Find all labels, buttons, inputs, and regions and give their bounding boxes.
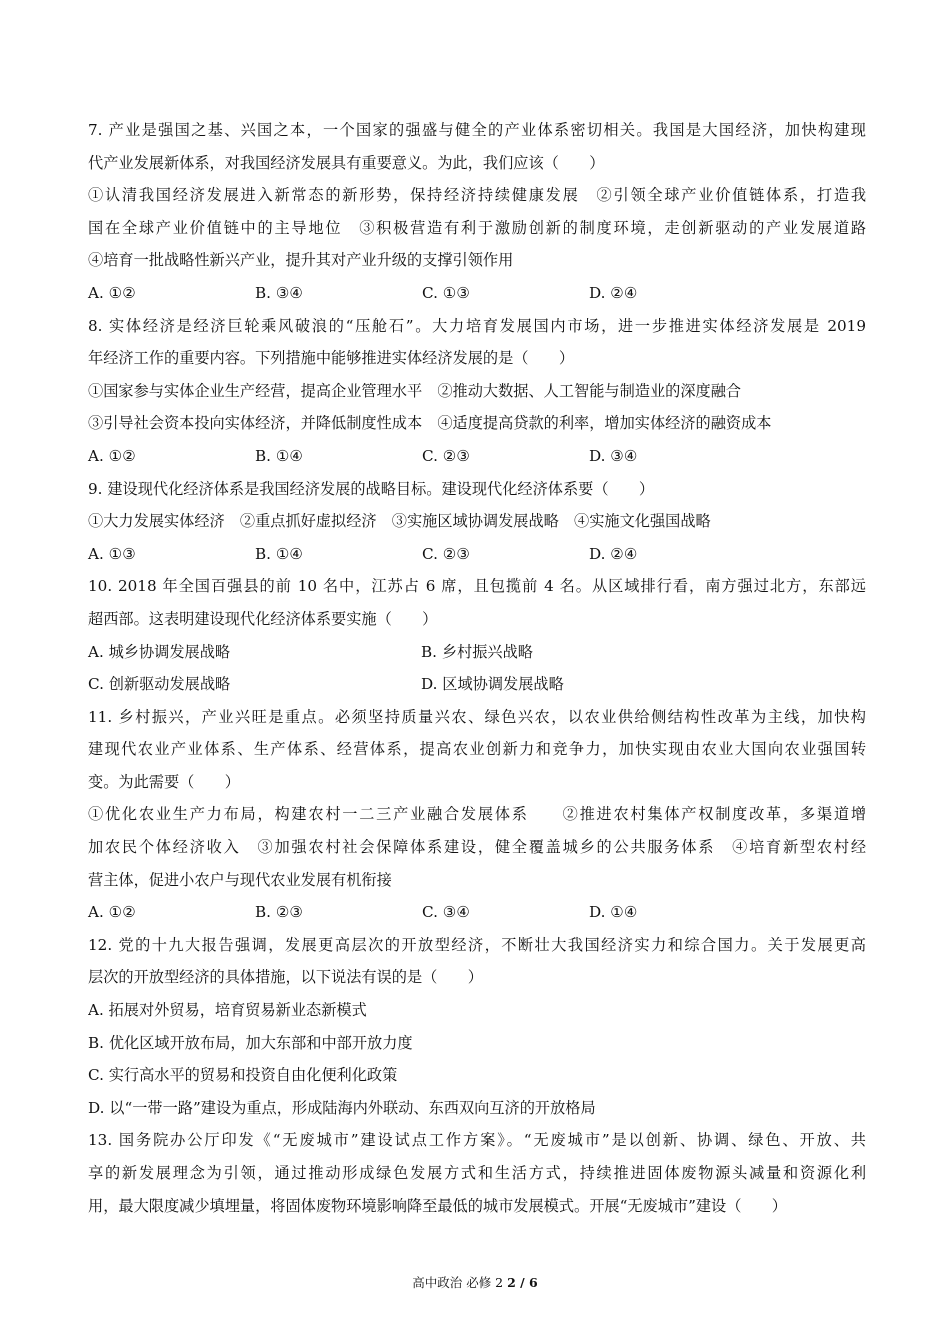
question-line: 13. 国务院办公厅印发《“无废城市”建设试点工作方案》。“无废城市”是以创新、协调、绿色、开放、共 <box>88 1131 866 1150</box>
option-a: A. 城乡协调发展战略 <box>88 642 231 661</box>
question-8 <box>88 310 866 473</box>
answer-options <box>88 440 866 473</box>
answer-options <box>88 538 866 571</box>
option-b: B. ③④ <box>255 283 304 302</box>
option-c: C. 实行高水平的贸易和投资自由化便利化政策 <box>88 1066 398 1085</box>
question-line: 12. 党的十九大报告强调，发展更高层次的开放型经济，不断壮大我国经济实力和综合国力。关于发展更高 <box>88 935 866 954</box>
question-line: 国在全球产业价值链中的主导地位 ③积极营造有利于激励创新的制度环境，走创新驱动的产业发展道路 <box>88 218 866 237</box>
question-line: ④培育一批战略性新兴产业，提升其对产业升级的支撑引领作用 <box>88 251 514 270</box>
option-a: A. ①② <box>88 903 136 922</box>
question-line: ①认清我国经济发展进入新常态的新形势，保持经济持续健康发展 ②引领全球产业价值链体系，打造我 <box>88 186 866 205</box>
question-11 <box>88 701 866 929</box>
option-b: B. 乡村振兴战略 <box>421 642 533 661</box>
option-d: D. ②④ <box>589 544 638 563</box>
question-9 <box>88 473 866 571</box>
question-line: ①大力发展实体经济 ②重点抓好虚拟经济 ③实施区域协调发展战略 ④实施文化强国战略 <box>88 512 711 531</box>
question-7 <box>88 114 866 310</box>
answer-options <box>88 636 866 669</box>
answer-options <box>88 277 866 310</box>
question-line: 享的新发展理念为引领，通过推动形成绿色发展方式和生活方式，持续推进固体废物源头减量和资源化利 <box>88 1164 866 1182</box>
footer-subject: 高中政治 必修 2 <box>412 1275 508 1290</box>
question-13 <box>88 1124 866 1222</box>
question-line: 代产业发展新体系，对我国经济发展具有重要意义。为此，我们应该（ ） <box>88 153 605 172</box>
option-d: D. 以“一带一路”建设为重点，形成陆海内外联动、东西双向互济的开放格局 <box>88 1098 596 1117</box>
option-c: C. 创新驱动发展战略 <box>88 675 231 694</box>
question-line: 10. 2018 年全国百强县的前 10 名中，江苏占 6 席，且包揽前 4 名。从区域排行看，南方强过北方，东部远 <box>88 577 866 596</box>
question-line: 用，最大限度减少填埋量，将固体废物环境影响降至最低的城市发展模式。开展“无废城市”建设（ ） <box>88 1196 787 1215</box>
question-line: 营主体，促进小农户与现代农业发展有机衔接 <box>88 870 392 889</box>
question-line: 变。为此需要（ ） <box>88 772 240 791</box>
question-line: 7. 产业是强国之基、兴国之本，一个国家的强盛与健全的产业体系密切相关。我国是大国经济，加快构建现 <box>88 121 866 139</box>
question-line: 11. 乡村振兴，产业兴旺是重点。必须坚持质量兴农、绿色兴农，以农业供给侧结构性改革为主线，加快构 <box>88 707 866 726</box>
question-line: 超西部。这表明建设现代化经济体系要实施（ ） <box>88 609 438 628</box>
option-d: D. ①④ <box>589 903 638 922</box>
question-10 <box>88 570 866 700</box>
page-number: 2 / 6 <box>507 1275 538 1290</box>
option-b: B. ①④ <box>255 446 304 465</box>
option-c: C. ②③ <box>422 446 470 465</box>
option-c: C. ②③ <box>422 544 470 563</box>
exam-page <box>88 114 866 1222</box>
option-b: B. 优化区域开放布局，加大东部和中部开放力度 <box>88 1033 413 1052</box>
option-c: C. ①③ <box>422 283 470 302</box>
question-12 <box>88 929 866 1125</box>
answer-options <box>88 896 866 929</box>
answer-options <box>88 668 866 701</box>
question-line: 加农民个体经济收入 ③加强农村社会保障体系建设，健全覆盖城乡的公共服务体系 ④培育新型农村经 <box>88 838 866 857</box>
option-a: A. ①② <box>88 446 136 465</box>
option-d: D. 区域协调发展战略 <box>421 675 564 694</box>
question-line: 年经济工作的重要内容。下列措施中能够推进实体经济发展的是（ ） <box>88 349 574 368</box>
option-a: A. 拓展对外贸易，培育贸易新业态新模式 <box>88 1001 367 1020</box>
page-footer <box>0 1273 950 1291</box>
option-d: D. ②④ <box>589 283 638 302</box>
option-a: A. ①③ <box>88 544 136 563</box>
question-line: 8. 实体经济是经济巨轮乘风破浪的“压舱石”。大力培育发展国内市场，进一步推进实体经济发展是 2019 <box>88 316 866 335</box>
option-b: B. ①④ <box>255 544 304 563</box>
option-b: B. ②③ <box>255 903 304 922</box>
question-line: ③引导社会资本投向实体经济，并降低制度性成本 ④适度提高贷款的利率，增加实体经济的融资成本 <box>88 414 772 433</box>
question-line: 9. 建设现代化经济体系是我国经济发展的战略目标。建设现代化经济体系要（ ） <box>88 479 655 498</box>
option-c: C. ③④ <box>422 903 470 922</box>
question-line: 建现代农业产业体系、生产体系、经营体系，提高农业创新力和竞争力，加快实现由农业大国向农业强国转 <box>88 740 866 759</box>
question-line: 层次的开放型经济的具体措施，以下说法有误的是（ ） <box>88 968 483 987</box>
question-line: ①国家参与实体企业生产经营，提高企业管理水平 ②推动大数据、人工智能与制造业的深度融合 <box>88 381 742 400</box>
option-d: D. ③④ <box>589 446 638 465</box>
option-a: A. ①② <box>88 283 136 302</box>
question-line: ①优化农业生产力布局，构建农村一二三产业融合发展体系 ②推进农村集体产权制度改革，多渠道增 <box>88 805 866 824</box>
